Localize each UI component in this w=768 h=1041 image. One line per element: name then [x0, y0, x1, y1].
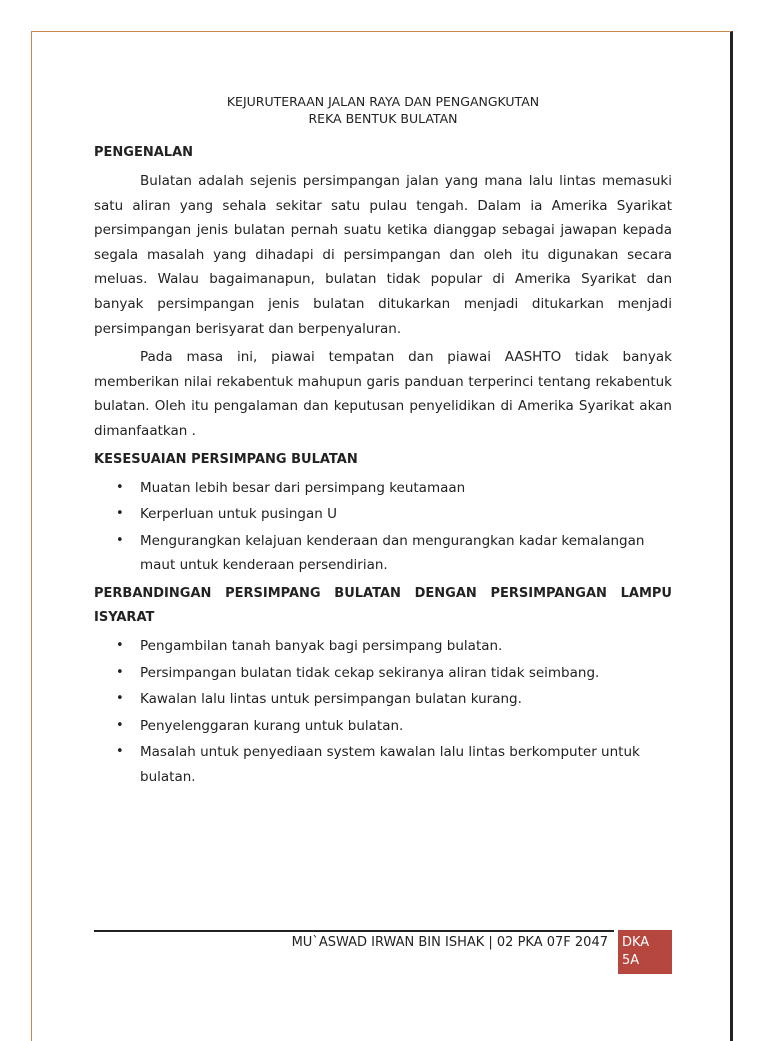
- intro-paragraph-2: Pada masa ini, piawai tempatan dan piawai AASHTO tidak banyak memberikan nilai rekabentuk mahupun garis panduan terperinci tentang rekabentuk bulatan. Oleh itu pengalaman dan keputusan penyelidikan di Amerika Syarikat akan dimanfaatkan .: [94, 349, 672, 439]
- footer-rule: [94, 930, 614, 932]
- document-body: [94, 93, 672, 793]
- footer-author: MU`ASWAD IRWAN BIN ISHAK | 02 PKA 07F 2047: [291, 935, 608, 950]
- list-item: • Mengurangkan kelajuan kenderaan dan mengurangkan kadar kemalangan maut untuk kenderaan persendirian.: [94, 529, 672, 578]
- title-line-1: KEJURUTERAAN JALAN RAYA DAN PENGANGKUTAN: [226, 94, 540, 109]
- bullet-icon: •: [116, 479, 124, 495]
- section-heading-intro: PENGENALAN: [94, 145, 194, 160]
- suitability-list: [94, 476, 672, 578]
- page-footer: [94, 930, 672, 974]
- intro-paragraph-1: Bulatan adalah sejenis persimpangan jalan yang mana lalu lintas memasuki satu aliran yang sehala sekitar satu pulau tengah. Dalam ia Amerika Syarikat persimpangan jenis bulatan pernah suatu ketika dianggap sebagai jawapan kepada segala masalah yang dihadapi di persimpangan dan oleh itu digunakan secara meluas. Walau bagaimanapun, bulatan tidak popular di Amerika Syarikat dan banyak persimpangan jenis bulatan ditukarkan menjadi ditukarkan menjadi persimpangan berisyarat dan berpenyaluran.: [94, 173, 672, 337]
- list-item: • Masalah untuk penyediaan system kawalan lalu lintas berkomputer untuk bulatan.: [94, 740, 672, 789]
- bullet-icon: •: [116, 691, 124, 707]
- list-item: • Muatan lebih besar dari persimpang keutamaan: [94, 476, 672, 501]
- bullet-icon: •: [116, 637, 124, 653]
- document-title: [94, 93, 672, 127]
- bullet-icon: •: [116, 506, 124, 522]
- title-line-2: REKA BENTUK BULATAN: [308, 111, 458, 126]
- section-heading-suitability: KESESUAIAN PERSIMPANG BULATAN: [94, 451, 358, 467]
- bullet-icon: •: [116, 744, 124, 760]
- bullet-icon: •: [116, 717, 124, 733]
- comparison-list: [94, 634, 672, 790]
- bullet-icon: •: [116, 532, 124, 548]
- list-item: • Persimpangan bulatan tidak cekap sekiranya aliran tidak seimbang.: [94, 661, 672, 686]
- list-item: • Kerperluan untuk pusingan U: [94, 502, 672, 527]
- bullet-icon: •: [116, 664, 124, 680]
- section-heading-comparison: PERBANDINGAN PERSIMPANG BULATAN DENGAN PERSIMPANGAN LAMPU ISYARAT: [94, 585, 672, 625]
- list-item: • Pengambilan tanah banyak bagi persimpang bulatan.: [94, 634, 672, 659]
- list-item: • Penyelenggaran kurang untuk bulatan.: [94, 714, 672, 739]
- footer-badge: DKA 5A: [618, 930, 672, 974]
- list-item: • Kawalan lalu lintas untuk persimpangan bulatan kurang.: [94, 687, 672, 712]
